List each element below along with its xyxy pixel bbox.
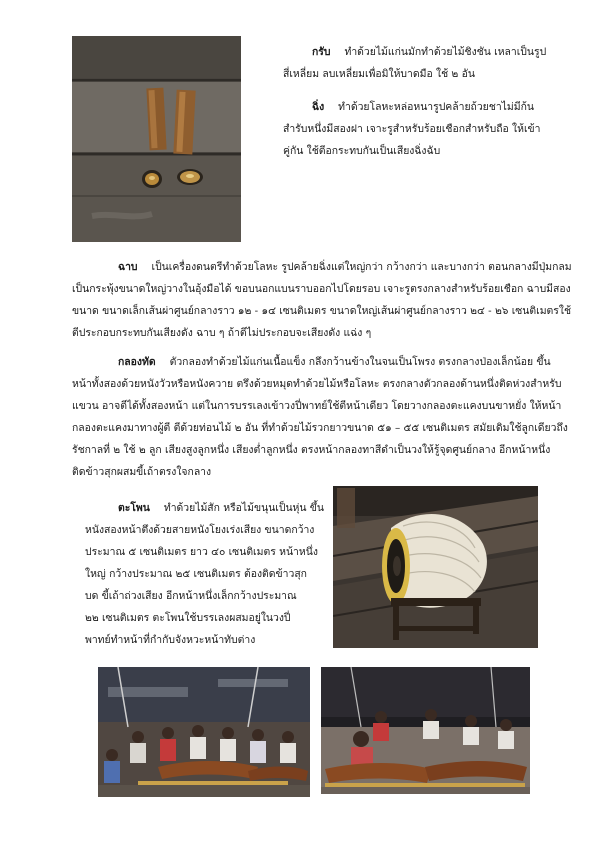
ching-line-1: ฉิ่ง ทำด้วยโลหะหล่อหนารูปคล้ายถ้วยชาไม่มีก้น bbox=[312, 101, 534, 113]
chap-line-4: ตีประกอบกระทบกันเสียงดัง ฉาบ ๆ ถ้าตีไม่ประกอบจะเสียงดัง แฉ่ง ๆ bbox=[72, 327, 372, 339]
taphon-line-1: ตะโพน ทำด้วยไม้สัก หรือไม้ขนุนเป็นหุ่น ขึ้น bbox=[118, 502, 325, 514]
chap-term: ฉาบ bbox=[118, 261, 138, 273]
ching-term: ฉิ่ง bbox=[312, 101, 325, 113]
photo-ensemble-1 bbox=[98, 667, 310, 797]
klongthat-line-6: ติดข้าวสุกผสมขี้เถ้าตรงใจกลาง bbox=[72, 466, 212, 478]
klongthat-line-4: กลองตะแคงมาทางผู้ตี ตีด้วยท่อนไม้ ๒ อัน ที่ทำด้วยไม้รวกยาวขนาด ๕๑ – ๕๕ เซนติเมตร สมัยเดิมใช้ลูกเดียวถึง bbox=[72, 422, 568, 434]
krap-line-1: กรับ ทำด้วยไม้แก่นมักทำด้วยไม้ชิงชัน เหลาเป็นรูป bbox=[312, 46, 547, 58]
taphon-term: ตะโพน bbox=[118, 502, 150, 514]
taphon-line-2: หนังสองหน้าตึงด้วยสายหนังโยงเร่งเสียง ขนาดกว้าง bbox=[85, 524, 315, 536]
ching-line-2: สำรับหนึ่งมีสองฝา เจาะรูสำหรับร้อยเชือกสำหรับถือ ให้เข้า bbox=[283, 123, 541, 135]
taphon-line-3: ประมาณ ๕ เซนติเมตร ยาว ๔๐ เซนติเมตร หน้าหนึ่ง bbox=[85, 546, 318, 558]
taphon-line-5: บด ขี้เถ้าถ่วงเสียง อีกหน้าหนึ่งเล็กกว้างประมาณ bbox=[85, 590, 297, 602]
chap-line-2: เป็นกระพุ้งขนาดใหญ่วางในอุ้งมือได้ ขอบนอกแบนราบออกไปโดยรอบ เจาะรูตรงกลางสำหรับร้อยเชือก ฉาบมีสอง bbox=[72, 283, 571, 295]
ching-line-3: คู่กัน ใช้ตีอกระทบกันเป็นเสียงฉิ่งฉับ bbox=[283, 145, 441, 157]
krap-line-2: สี่เหลี่ยม ลบเหลี่ยมเพื่อมิให้บาดมือ ใช้ ๒ อัน bbox=[283, 68, 475, 80]
chap-line-1: ฉาบ เป็นเครื่องดนตรีทำด้วยโลหะ รูปคล้ายฉิ่งแต่ใหญ่กว่า กว้างกว่า และบางกว่า ตอนกลางมีปุ่มกลม bbox=[118, 261, 572, 273]
klongthat-line-5: รัชกาลที่ ๒ ใช้ ๒ ลูก เสียงสูงลูกหนึ่ง เสียงต่ำลูกหนึ่ง ตรงหน้ากลองทาสีดำเป็นวงให้รู้จุดศูนย์กลาง อีกหน้าหนึ่ง bbox=[72, 444, 551, 456]
klongthat-line-3: แขวน อาจตีได้ทั้งสองหน้า แต่ในการบรรเลงเข้าวงปี่พาทย์ใช้ตีหน้าเดียว โดยวางกลองตะแคงบนขาหยั่ง ให้หน้า bbox=[72, 400, 562, 412]
photo-taphon bbox=[333, 486, 538, 648]
taphon-line-4: ใหญ่ กว้างประมาณ ๒๕ เซนติเมตร ต้องติดข้าวสุก bbox=[85, 568, 307, 580]
klongthat-line-1: กลองทัด ตัวกลองทำด้วยไม้แก่นเนื้อแข็ง กลึงกว้านข้างในจนเป็นโพรง ตรงกลางป่องเล็กน้อย ขึ้น bbox=[118, 356, 551, 368]
photo-krap-ching bbox=[72, 36, 241, 242]
chap-line-3: ขนาด ขนาดเล็กเส้นผ่าศูนย์กลางราว ๑๒ - ๑๔ เซนติเมตร ขนาดใหญ่เส้นผ่าศูนย์กลางราว ๒๔ - ๒๖ เซนติเมตรใช้ bbox=[72, 305, 572, 317]
klongthat-line-2: หน้าทั้งสองด้วยหนังวัวหรือหนังควาย ตรึงด้วยหมุดทำด้วยไม้หรือโลหะ ตรงกลางตัวกลองด้านหนึ่งติดห่วงสำหรับ bbox=[72, 378, 562, 390]
taphon-line-7: พาทย์ทำหน้าที่กำกับจังหวะหน้าทับต่าง bbox=[85, 634, 256, 646]
klongthat-term: กลองทัด bbox=[118, 356, 156, 368]
taphon-line-6: ๒๒ เซนติเมตร ตะโพนใช้บรรเลงผสมอยู่ในวงปี่ bbox=[85, 612, 291, 624]
krap-term: กรับ bbox=[312, 46, 331, 58]
photo-ensemble-2 bbox=[321, 667, 530, 794]
